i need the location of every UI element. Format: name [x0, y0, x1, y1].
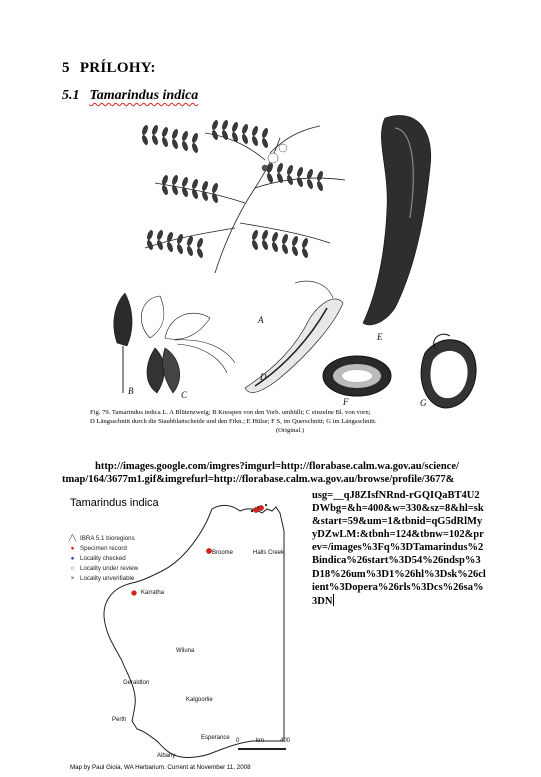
- map-title: Tamarindus indica: [70, 497, 159, 509]
- town-label-karratha: Karratha: [141, 590, 165, 596]
- figure-letter-D: D: [260, 372, 267, 382]
- red-dot-icon: ●: [70, 545, 75, 552]
- scale-zero: 0: [236, 738, 240, 744]
- figure-letter-B: B: [128, 386, 134, 396]
- legend-item-checked: ● Locality checked: [68, 555, 126, 562]
- town-label-kalgoorlie: Kalgoorlie: [186, 697, 213, 703]
- figure-letter-F: F: [343, 397, 349, 407]
- subsection-number: 5.1: [62, 88, 80, 103]
- figure-caption-line: D Längsschnitt durch die Staubblattscheide und den Frkn.; E Hülse; F S, im Querschnitt; G im Längsschnitt.: [90, 418, 377, 425]
- source-url-line[interactable]: tmap/164/3677m1.gif&imgrefurl=http://florabase.calm.wa.gov.au/browse/profile/3677&: [62, 474, 455, 485]
- section-title: PRÍLOHY:: [79, 60, 156, 76]
- town-label-geraldton: Geraldton: [123, 680, 150, 686]
- source-url-text[interactable]: usg=__qJ8ZIsfNRnd-rGQIQaBT4U2DWbg=&h=400&w=330&sz=8&hl=sk&start=59&um=1&tbnid=qG5dRlMyyDZwLM:&tbnh=124&tbnw=102&prev=/images%3Fq%3DTamarindus%2Bindica%26start%3D54%26ndsp%3D18%26um%3D1%26hl%3Dsk%26client%3Dopera%26rls%3Dcs%26sa%3DN: [312, 490, 486, 607]
- town-label-esperance: Esperance: [201, 735, 230, 741]
- bioregion-line-icon: ╱╲: [68, 535, 77, 542]
- map-credit: Map by Paul Gioia, WA Herbarium. Current at November 11, 2008: [70, 764, 251, 771]
- figure-caption-line: (Original.): [275, 427, 304, 434]
- town-label-albany: Albany: [157, 753, 176, 759]
- scale-max: 400: [280, 738, 291, 744]
- source-url-block: [62, 460, 495, 486]
- figure-caption: [90, 408, 490, 435]
- dot-outline-icon: ○: [70, 565, 75, 572]
- specimen-markers: [62, 491, 302, 765]
- figure-letter-A: A: [258, 315, 264, 325]
- legend-item-under-review: ○ Locality under review: [68, 565, 138, 572]
- town-label-wiluna: Wiluna: [176, 648, 195, 654]
- town-label-broome: Broome: [212, 550, 234, 556]
- section-heading: [62, 60, 156, 77]
- tamarind-botanical-illustration: [95, 108, 495, 438]
- section-number: 5: [62, 60, 70, 76]
- figure-letter-C: C: [181, 390, 188, 400]
- legend-item-unverifiable: × Locality unverifiable: [68, 575, 134, 582]
- figure-caption-line: Fig. 79. Tamarindus indica L. A Blütenzweig; B Knospen von den Vorb. umhüllt; C einzelne Bl. von vorn;: [90, 409, 371, 416]
- text-cursor: [333, 594, 334, 606]
- figure-letter-G: G: [420, 398, 427, 408]
- legend-item-specimen: ● Specimen record: [68, 545, 127, 552]
- cross-icon: ×: [70, 575, 75, 582]
- subsection-title: Tamarindus indica: [89, 88, 199, 103]
- scale-unit: km: [256, 738, 264, 744]
- town-label-perth: Perth: [112, 717, 127, 723]
- scale-bar: [238, 748, 286, 750]
- source-url-line[interactable]: http://images.google.com/imgres?imgurl=http://florabase.calm.wa.gov.au/science/: [95, 461, 459, 472]
- specimen-marker: [253, 507, 258, 512]
- legend-item-bioregions: ╱╲ IBRA 5.1 bioregions: [68, 535, 135, 542]
- specimen-marker: [206, 548, 211, 553]
- blue-dot-icon: ●: [70, 555, 75, 562]
- specimen-marker: [132, 591, 137, 596]
- subsection-heading: [62, 88, 198, 104]
- town-label-halls-creek: Halls Creek: [253, 550, 285, 556]
- specimen-marker: [258, 505, 263, 510]
- figure-letter-E: E: [377, 332, 383, 342]
- source-url-continued: [312, 489, 487, 608]
